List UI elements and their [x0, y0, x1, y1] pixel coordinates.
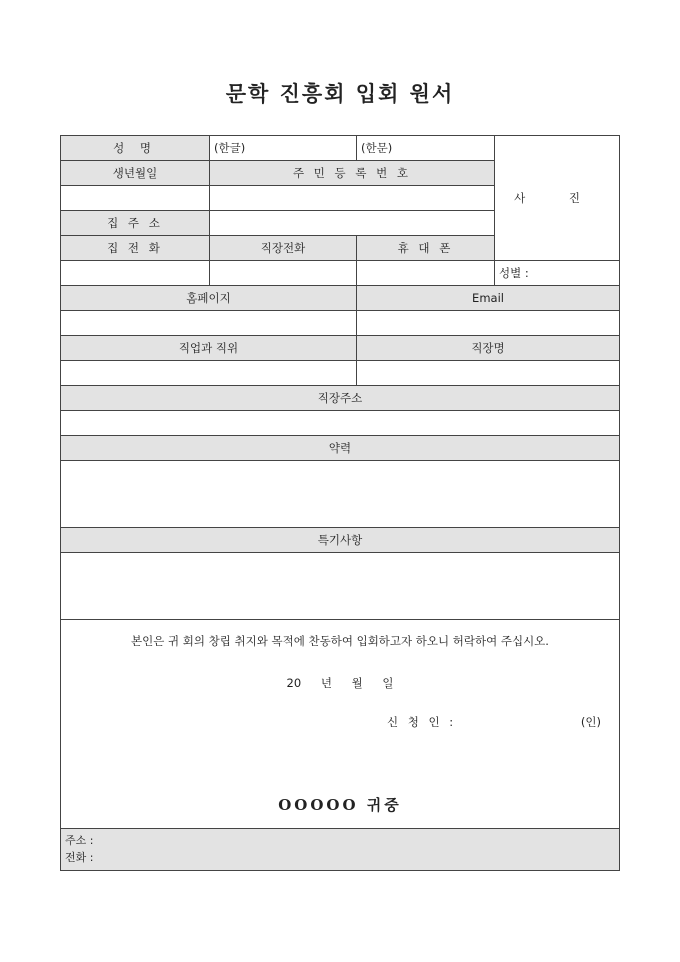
- declaration-date[interactable]: 20 년 월 일: [286, 676, 394, 690]
- footer-phone: 전화 :: [65, 851, 94, 864]
- home-phone-field[interactable]: [61, 261, 210, 286]
- addressee: OOOOO 귀중: [278, 796, 402, 814]
- remarks-label: 특기사항: [61, 528, 620, 553]
- work-phone-field[interactable]: [210, 261, 357, 286]
- workplace-address-label: 직장주소: [61, 386, 620, 411]
- homepage-label: 홈페이지: [61, 286, 357, 311]
- home-phone-label: 집 전 화: [61, 236, 210, 261]
- birth-date-label: 생년월일: [61, 161, 210, 186]
- workplace-name-label: 직장명: [357, 336, 620, 361]
- home-address-label: 집 주 소: [61, 211, 210, 236]
- photo-box[interactable]: 사 진: [495, 136, 620, 261]
- mobile-label: 휴 대 폰: [357, 236, 495, 261]
- homepage-field[interactable]: [61, 311, 357, 336]
- declaration-section: [61, 620, 620, 829]
- workplace-name-field[interactable]: [357, 361, 620, 386]
- occupation-field[interactable]: [61, 361, 357, 386]
- workplace-address-field[interactable]: [61, 411, 620, 436]
- gender-field[interactable]: 성별 :: [495, 261, 620, 286]
- resident-number-field[interactable]: [210, 186, 495, 211]
- work-phone-label: 직장전화: [210, 236, 357, 261]
- footer-contact: [61, 829, 620, 871]
- resident-number-label: 주 민 등 록 번 호: [210, 161, 495, 186]
- birth-date-field[interactable]: [61, 186, 210, 211]
- home-address-field[interactable]: [210, 211, 495, 236]
- name-korean-field[interactable]: (한글): [210, 136, 357, 161]
- form-title: 문학 진흥회 입회 원서: [225, 81, 455, 106]
- applicant-label: 신 청 인 :: [387, 715, 457, 729]
- career-field[interactable]: [61, 461, 620, 528]
- occupation-label: 직업과 직위: [61, 336, 357, 361]
- footer-address: 주소 :: [65, 834, 94, 847]
- career-label: 약력: [61, 436, 620, 461]
- name-label: 성 명: [61, 136, 210, 161]
- remarks-field[interactable]: [61, 553, 620, 620]
- email-label: Email: [357, 286, 620, 311]
- declaration-text: 본인은 귀 회의 창립 취지와 목적에 찬동하여 입회하고자 하오니 허락하여 주십시오.: [131, 634, 549, 648]
- email-field[interactable]: [357, 311, 620, 336]
- name-hanja-field[interactable]: (한문): [357, 136, 495, 161]
- seal-mark: (인): [580, 715, 601, 729]
- application-form-table: [60, 135, 620, 871]
- mobile-field[interactable]: [357, 261, 495, 286]
